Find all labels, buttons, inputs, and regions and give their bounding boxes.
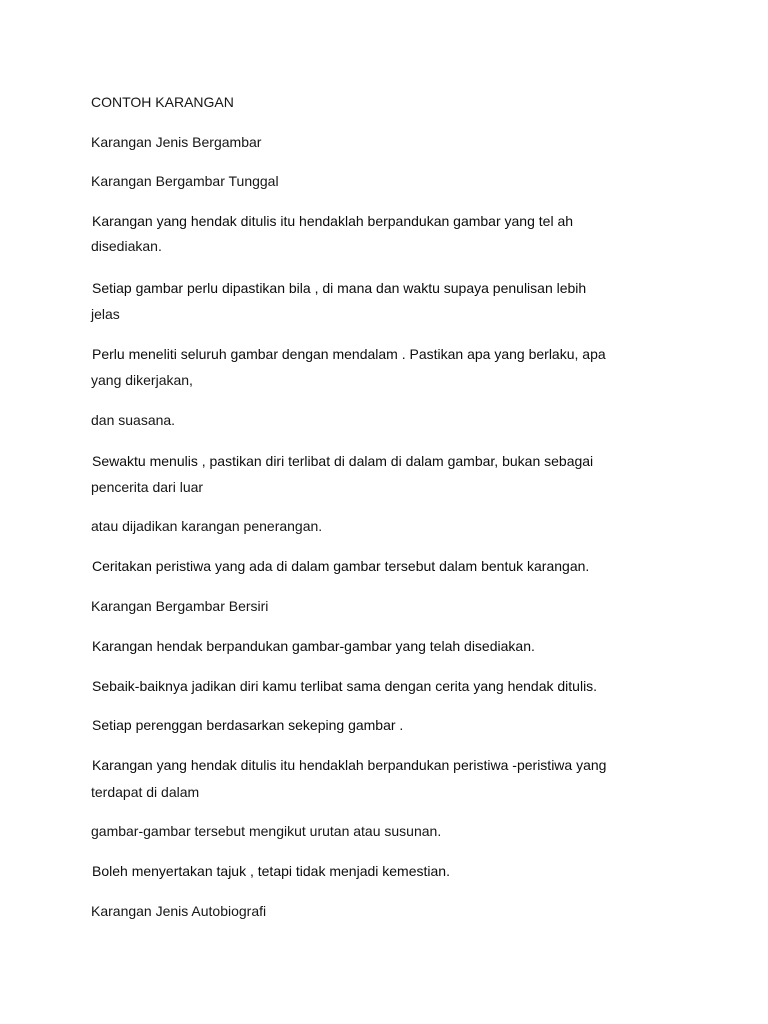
heading-bergambar-bersiri: Karangan Bergambar Bersiri xyxy=(91,598,269,614)
list-item xyxy=(91,756,606,775)
list-item-continuation: pencerita dari luar xyxy=(91,479,204,495)
list-item xyxy=(91,452,593,471)
list-item-text: Karangan yang hendak ditulis itu hendaklah berpandukan gambar yang tel ah xyxy=(92,213,574,229)
list-item-continuation: terdapat di dalam xyxy=(91,784,200,800)
document-title: CONTOH KARANGAN xyxy=(91,94,234,110)
list-item xyxy=(91,212,573,231)
list-item-text: Setiap perenggan berdasarkan sekeping gambar . xyxy=(92,717,404,733)
list-item xyxy=(91,279,586,298)
list-item xyxy=(91,345,606,364)
list-item xyxy=(91,557,589,576)
list-item-continuation: disediakan. xyxy=(91,238,162,254)
heading-jenis-autobiografi: Karangan Jenis Autobiografi xyxy=(91,903,267,919)
list-item-continuation: gambar-gambar tersebut mengikut urutan atau susunan. xyxy=(91,823,442,839)
list-item-text: Karangan yang hendak ditulis itu hendaklah berpandukan peristiwa -peristiwa yang xyxy=(92,757,607,773)
list-item-text: Setiap gambar perlu dipastikan bila , di mana dan waktu supaya penulisan lebih xyxy=(92,280,587,296)
list-item xyxy=(91,677,597,696)
list-item-text: Sewaktu menulis , pastikan diri terlibat di dalam di dalam gambar, bukan sebagai xyxy=(92,453,594,469)
list-item-text: Ceritakan peristiwa yang ada di dalam gambar tersebut dalam bentuk karangan. xyxy=(92,558,590,574)
list-item-text: Perlu meneliti seluruh gambar dengan mendalam . Pastikan apa yang berlaku, apa xyxy=(92,346,606,362)
list-item-continuation: jelas xyxy=(91,306,120,322)
list-item-text: Boleh menyertakan tajuk , tetapi tidak menjadi kemestian. xyxy=(92,863,450,879)
heading-bergambar-tunggal: Karangan Bergambar Tunggal xyxy=(91,173,279,189)
list-item xyxy=(91,862,450,881)
list-item-text: Sebaik-baiknya jadikan diri kamu terlibat sama dengan cerita yang hendak ditulis. xyxy=(92,678,598,694)
list-item xyxy=(91,716,403,735)
heading-jenis-bergambar: Karangan Jenis Bergambar xyxy=(91,134,262,150)
list-item-text: Karangan hendak berpandukan gambar-gambar yang telah disediakan. xyxy=(92,638,535,654)
list-item-continuation: yang dikerjakan, xyxy=(91,372,193,388)
list-item-continuation: atau dijadikan karangan penerangan. xyxy=(91,518,323,534)
list-item xyxy=(91,637,535,656)
list-item-continuation: dan suasana. xyxy=(91,412,176,428)
